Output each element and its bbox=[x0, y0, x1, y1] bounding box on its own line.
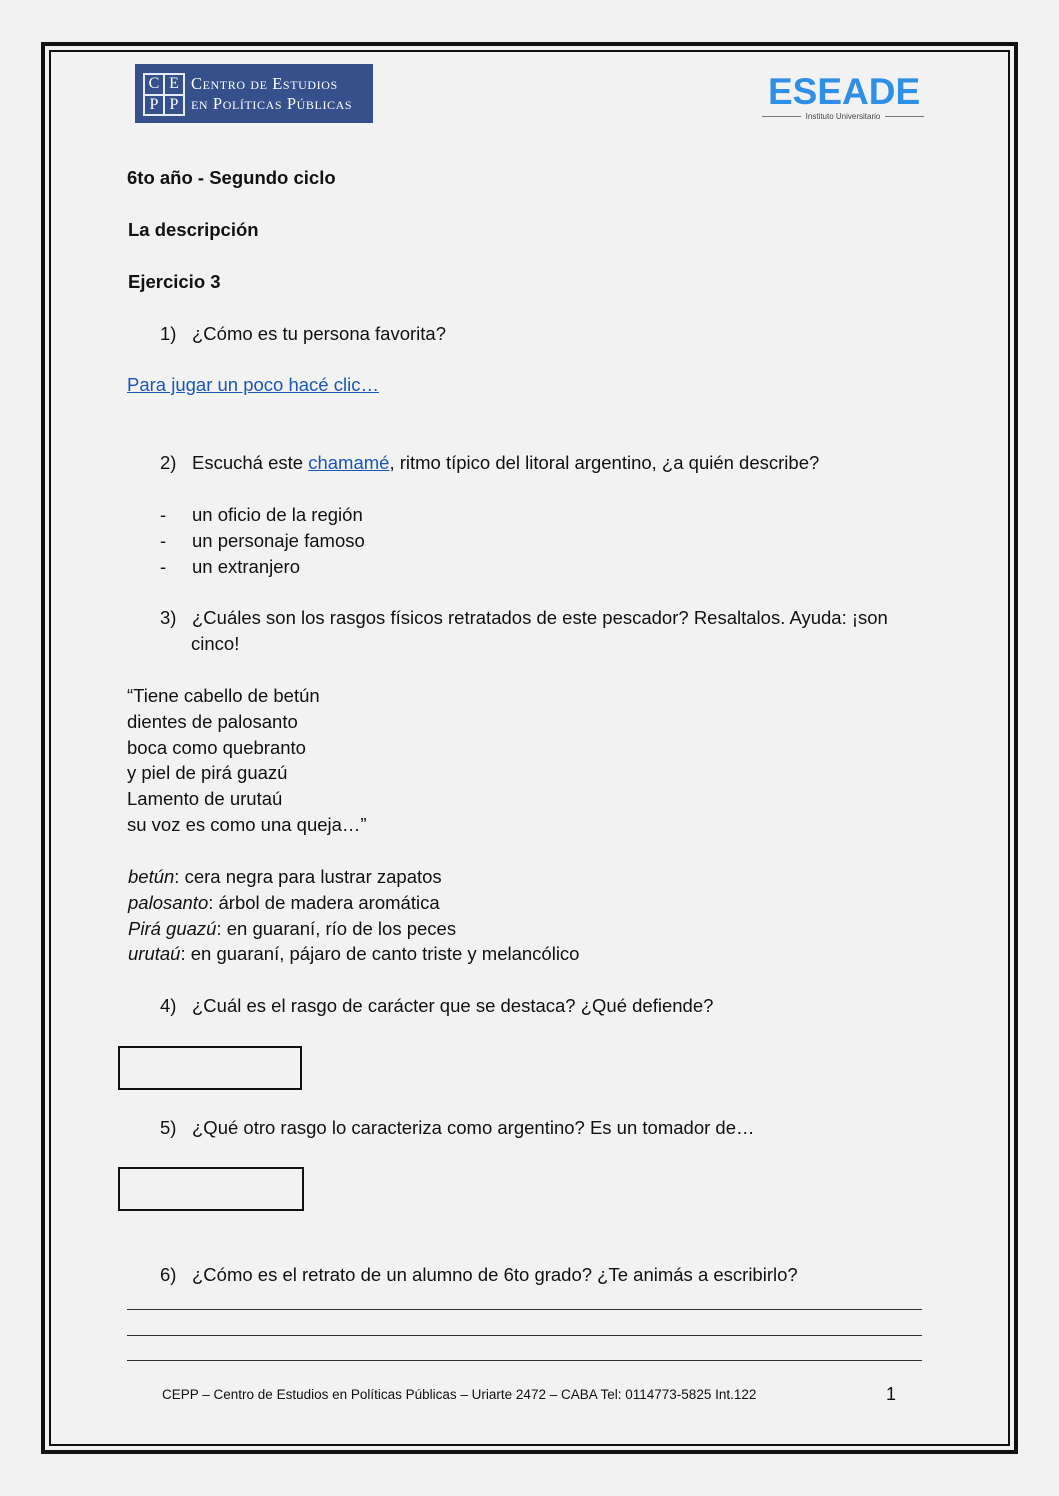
answer-line[interactable] bbox=[127, 1335, 922, 1336]
glossary-entry bbox=[128, 891, 440, 915]
question-5-text: ¿Qué otro rasgo lo caracteriza como argentino? Es un tomador de… bbox=[192, 1117, 755, 1138]
glossary-entry bbox=[128, 942, 579, 966]
glossary-term: betún bbox=[128, 866, 175, 887]
question-number: 1) bbox=[160, 323, 177, 344]
poem-line: dientes de palosanto bbox=[127, 711, 298, 732]
divider bbox=[762, 116, 801, 117]
poem-line: y piel de pirá guazú bbox=[127, 762, 288, 783]
option-dash: - bbox=[160, 530, 167, 551]
cepp-logo-line2: en Políticas Públicas bbox=[191, 94, 353, 113]
play-link[interactable]: Para jugar un poco hacé clic… bbox=[127, 374, 379, 395]
eseade-logo-subtitle bbox=[762, 112, 924, 121]
question-2-text-after: , ritmo típico del litoral argentino, ¿a quién describe? bbox=[389, 452, 820, 473]
glossary-entry bbox=[128, 917, 456, 941]
glossary-definition: : cera negra para lustrar zapatos bbox=[174, 866, 442, 887]
option-item: un extranjero bbox=[192, 556, 300, 577]
question-4-text: ¿Cuál es el rasgo de carácter que se destaca? ¿Qué defiende? bbox=[192, 995, 714, 1016]
glossary-term: urutaú bbox=[128, 943, 181, 964]
glossary-definition: : en guaraní, río de los peces bbox=[216, 918, 457, 939]
glossary-definition: : en guaraní, pájaro de canto triste y melancólico bbox=[180, 943, 580, 964]
glossary-definition: : árbol de madera aromática bbox=[208, 892, 440, 913]
cepp-logo-text bbox=[191, 74, 352, 114]
topic-heading: La descripción bbox=[128, 219, 259, 240]
answer-line[interactable] bbox=[127, 1309, 922, 1310]
question-number: 2) bbox=[160, 452, 177, 473]
question-number: 5) bbox=[160, 1117, 177, 1138]
option-dash: - bbox=[160, 556, 167, 577]
answer-box-q5[interactable] bbox=[118, 1167, 304, 1211]
question-2-text-before: Escuchá este bbox=[192, 452, 309, 473]
chamame-link[interactable]: chamamé bbox=[308, 452, 390, 473]
poem-line: boca como quebranto bbox=[127, 737, 306, 758]
option-dash: - bbox=[160, 504, 167, 525]
question-3-line1: ¿Cuáles son los rasgos físicos retratados de este pescador? Resaltalos. Ayuda: ¡son bbox=[192, 607, 888, 628]
question-2-text bbox=[192, 451, 819, 475]
cepp-letter: P bbox=[164, 95, 184, 116]
cepp-logo-line1: Centro de Estudios bbox=[191, 74, 338, 93]
poem-line: “Tiene cabello de betún bbox=[127, 685, 320, 706]
answer-box-q4[interactable] bbox=[118, 1046, 302, 1090]
glossary-term: Pirá guazú bbox=[128, 918, 217, 939]
poem-line: Lamento de urutaú bbox=[127, 788, 283, 809]
cepp-letter: P bbox=[144, 95, 164, 116]
option-item: un oficio de la región bbox=[192, 504, 363, 525]
page-number: 1 bbox=[886, 1384, 897, 1404]
question-number: 4) bbox=[160, 995, 177, 1016]
question-number: 6) bbox=[160, 1264, 177, 1285]
exercise-heading: Ejercicio 3 bbox=[128, 271, 221, 292]
cepp-letter: C bbox=[144, 74, 164, 95]
poem-line: su voz es como una queja…” bbox=[127, 814, 367, 835]
option-item: un personaje famoso bbox=[192, 530, 365, 551]
eseade-subtitle-text: Instituto Universitario bbox=[805, 112, 881, 121]
question-3-line2: cinco! bbox=[191, 633, 240, 654]
question-number: 3) bbox=[160, 607, 177, 628]
question-1-text: ¿Cómo es tu persona favorita? bbox=[192, 323, 446, 344]
question-6-text: ¿Cómo es el retrato de un alumno de 6to grado? ¿Te animás a escribirlo? bbox=[192, 1264, 798, 1285]
cepp-letter: E bbox=[164, 74, 184, 95]
glossary-entry bbox=[128, 865, 442, 889]
divider bbox=[885, 116, 924, 117]
eseade-logo bbox=[762, 72, 930, 124]
glossary-term: palosanto bbox=[128, 892, 209, 913]
cepp-logo-grid bbox=[143, 73, 185, 116]
footer-text: CEPP – Centro de Estudios en Políticas Públicas – Uriarte 2472 – CABA Tel: 0114773-5825 Int.122 bbox=[162, 1387, 757, 1402]
answer-line[interactable] bbox=[127, 1360, 922, 1361]
eseade-logo-word: ESEADE bbox=[768, 71, 921, 112]
course-heading: 6to año - Segundo ciclo bbox=[127, 167, 336, 188]
cepp-logo bbox=[135, 64, 373, 123]
